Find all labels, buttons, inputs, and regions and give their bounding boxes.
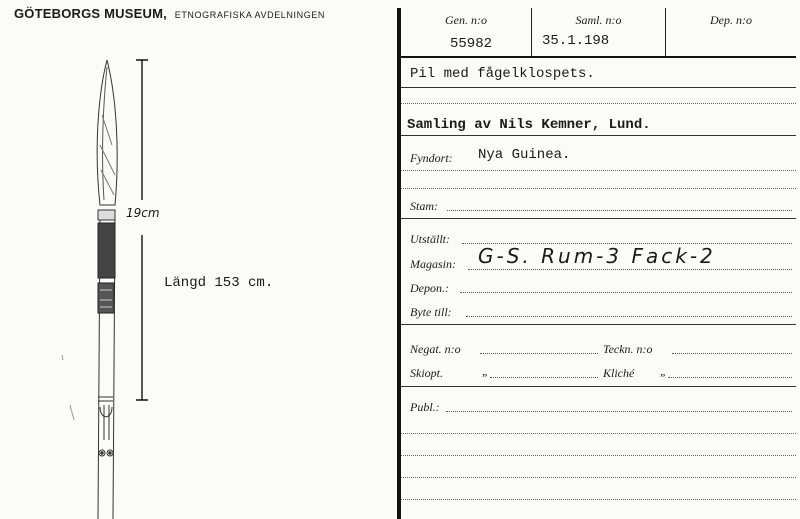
saml-no-value: 35.1.198 (542, 33, 610, 49)
rule-11 (401, 477, 796, 478)
dep-no-label: Dep. n:o (710, 13, 752, 27)
rule-1 (401, 87, 796, 88)
byte-dots (466, 316, 792, 317)
card-left-border (397, 8, 401, 519)
negat-dots (480, 353, 598, 354)
stam-label: Stam: (410, 199, 438, 213)
rule-8 (401, 386, 796, 387)
stam-dots (447, 210, 792, 211)
scale-note: 19cm (126, 206, 160, 220)
rule-5 (401, 188, 796, 189)
rule-7 (401, 324, 796, 325)
magasin-dots (468, 269, 792, 270)
kliche-dots (668, 377, 792, 378)
length-note: Längd 153 cm. (164, 275, 274, 291)
skiopt-dots (490, 377, 598, 378)
department-name: ETNOGRAFISKA AVDELNINGEN (174, 10, 325, 20)
rule-9 (401, 433, 796, 434)
kliche-ditto: „ (660, 364, 667, 378)
teckn-dots (672, 353, 792, 354)
museum-header (14, 6, 325, 21)
gen-no-label: Gen. n:o (445, 13, 487, 27)
saml-no-label: Saml. n:o (575, 13, 622, 27)
fyndort-label: Fyndort: (410, 151, 453, 165)
magasin-value: G-S. Rum-3 Fack-2 (478, 244, 716, 268)
rule-12 (401, 499, 796, 500)
fyndort-value: Nya Guinea. (478, 147, 571, 163)
magasin-label: Magasin: (410, 257, 456, 271)
publ-dots (446, 411, 792, 412)
utstallt-label: Utställt: (410, 232, 451, 246)
depon-label: Depon.: (410, 281, 449, 295)
depon-dots (460, 292, 792, 293)
object-description: Pil med fågelklospets. (410, 66, 595, 82)
publ-label: Publ.: (410, 400, 440, 414)
skiopt-ditto: „ (482, 364, 489, 378)
rule-10 (401, 455, 796, 456)
rule-3 (401, 135, 796, 136)
collection-line: Samling av Nils Kemner, Lund. (407, 117, 651, 133)
museum-name: GÖTEBORGS MUSEUM, (14, 6, 167, 21)
rule-4 (401, 170, 796, 171)
negat-label: Negat. n:o (410, 342, 461, 356)
byte-label: Byte till: (410, 305, 452, 319)
gen-no-value: 55982 (450, 36, 493, 52)
skiopt-label: Skiopt. (410, 366, 443, 380)
teckn-label: Teckn. n:o (603, 342, 653, 356)
rule-2 (401, 103, 796, 104)
kliche-label: Kliché (603, 366, 635, 380)
rule-6 (401, 218, 796, 219)
